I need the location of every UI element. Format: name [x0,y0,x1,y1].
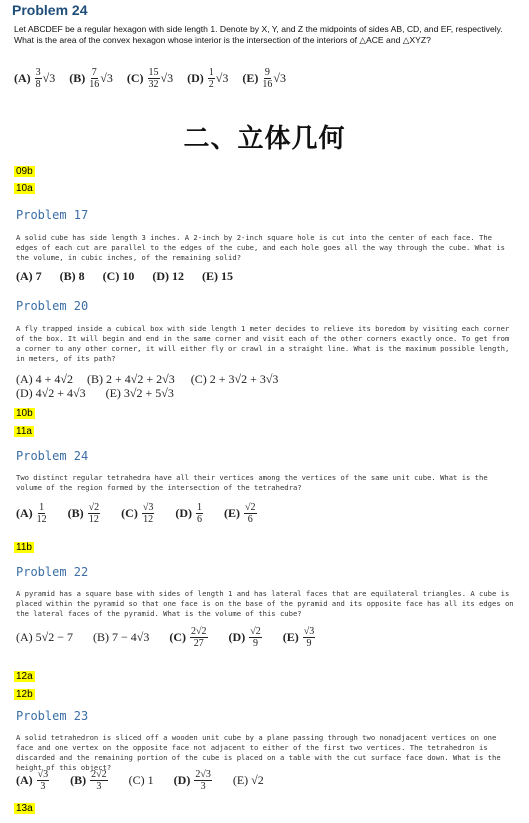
problem-24-choices [14,67,300,90]
choice-a: (A) 5√2 − 7 [16,630,74,644]
choice-a: (A) $\frac{√3}{3}$ [16,769,49,792]
choice-b: (B) 7 − 4√3 [93,630,150,644]
choice-b: (B) $\frac{2√2}{3}$ [70,769,107,792]
choice-c: (C) $\frac{√3}{12}$ [121,502,154,525]
choice-d: (D) $\frac{√2}{9}$ [228,626,261,649]
choice-c: (C) 2 + 3√2 + 3√3 [190,372,279,386]
choice-a: (A) 7 [16,269,42,283]
choice-d: (D) 4√2 + 4√3 [16,386,86,400]
choice-e: (E) $\frac{√3}{9}$ [282,626,315,649]
problem-24b-title: Problem 24 [16,449,89,463]
problem-23-text: A solid tetrahedron is sliced off a wooden unit cube by a plane passing through two nonadjacent vertices on one face and one vertex on the opposite face not adjacent to either of the first two vertices. The tetrahedron is discarded and the remaining portion of the cube is placed on a table with the cut surface face down. What is the height of this object? [16,733,501,772]
problem-17-title: Problem 17 [16,208,89,222]
problem-22-choices [16,626,330,649]
choice-e: (E) $\frac{√2}{6}$ [224,502,256,525]
choice-e: (E) √2 [232,773,264,787]
choice-e: (E) 3√2 + 5√3 [105,386,174,400]
choice-d: (D) $\frac{1}{6}$ [175,502,203,525]
problem-24b-text: Two distinct regular tetrahedra have all their vertices among the vertices of the same unit cube. What is the volume of the region formed by the intersection of the tetrahedra? [16,473,488,492]
problem-24b-choices [16,502,272,525]
choice-b: (B) $\frac{√2}{12}$ [67,502,100,525]
choice-c: (C) $\frac{15}{32}$ √3 [126,67,174,90]
problem-23-choices [16,769,278,792]
choice-c: (C) 10 [102,269,135,283]
tag-09b: 09b [16,166,33,177]
section-heading: 二、立体几何 [183,124,346,154]
choice-d: (D) 12 [152,269,185,283]
choice-c: (C) 1 [128,773,154,787]
choice-a: (A) $\frac{1}{12}$ [16,502,47,525]
problem-20-title: Problem 20 [16,299,89,313]
problem-24-title: Problem 24 [12,2,88,18]
choice-a: (A) $\frac{3}{8}$ √3 [14,67,56,90]
problem-24-text: Let ABCDEF be a regular hexagon with side length 1. Denote by X, Y, and Z the midpoints of sides AB, CD, and EF, respectively. What is the area of the convex hexagon whose interior is the intersection of the interiors of △ACE and △XYZ? [14,24,503,45]
tag-11b: 11b [16,542,32,553]
tag-11a: 11a [16,426,32,437]
problem-17-text: A solid cube has side length 3 inches. A 2-inch by 2-inch square hole is cut into the center of each face. The edges of each cut are parallel to the edges of the cube, and each hole goes all the way through the cube. What is the volume, in cubic inches, of the remaining solid? [16,233,505,262]
problem-22-title: Problem 22 [16,565,89,579]
choice-a: (A) 4 + 4√2 [16,372,74,386]
choice-b: (B) 8 [59,269,85,283]
tag-12a: 12a [16,671,33,682]
choice-e: (E) $\frac{9}{16}$ √3 [242,67,286,90]
problem-20-choices-line1 [16,372,292,387]
problem-17-choices [16,269,251,284]
tag-10a: 10a [16,183,33,194]
tag-12b: 12b [16,689,33,700]
choice-d: (D) $\frac{1}{2}$ √3 [187,67,229,90]
choice-e: (E) 15 [202,269,234,283]
problem-22-text: A pyramid has a square base with sides of length 1 and has lateral faces that are equilateral triangles. A cube is placed within the pyramid so that one face is on the base of the pyramid and its opposite face has all its edges on the lateral faces of the pyramid. What is the volume of this cube? [16,589,514,618]
choice-d: (D) $\frac{2√3}{3}$ [173,769,211,792]
choice-b: (B) $\frac{7}{16}$ √3 [69,67,113,90]
problem-20-choices-line2 [16,386,188,401]
tag-13a: 13a [16,803,33,814]
tag-10b: 10b [16,408,33,419]
choice-b: (B) 2 + 4√2 + 2√3 [87,372,175,386]
problem-23-title: Problem 23 [16,709,89,723]
choice-c: (C) $\frac{2√2}{27}$ [169,626,207,649]
problem-20-text: A fly trapped inside a cubical box with side length 1 meter decides to relieve its boredom by visiting each corner of the box. It will begin and end in the same corner and visit each of the other corners exactly once. To get from a corner to any other corner, it will either fly or crawl in a straight line. What is the maximum possible length, in meters, of its path? [16,324,510,363]
